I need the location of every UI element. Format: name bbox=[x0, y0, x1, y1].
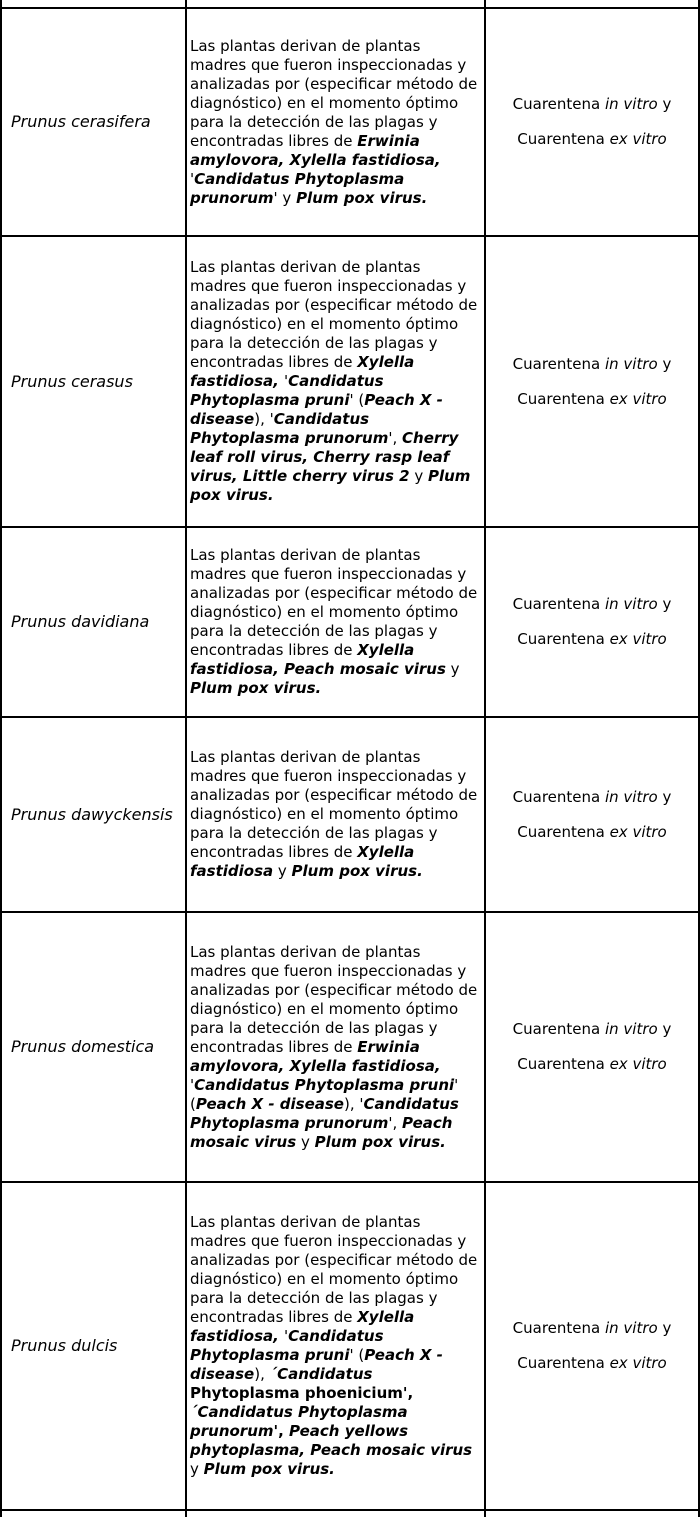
description-cell bbox=[187, 1511, 486, 1517]
text-segment: Candidatus Phytoplasma pruni bbox=[190, 372, 384, 409]
species-name: Prunus cerasifera bbox=[11, 112, 151, 131]
text-segment: y bbox=[409, 467, 428, 485]
quarantine-line-1 bbox=[513, 788, 672, 807]
quarantine-cell bbox=[486, 528, 698, 716]
text-segment: ex vitro bbox=[609, 130, 667, 148]
species-cell bbox=[2, 913, 187, 1181]
text-segment: y bbox=[445, 660, 460, 678]
species-name: Prunus cerasus bbox=[11, 371, 133, 391]
species-cell bbox=[2, 1511, 187, 1517]
text-segment: ' bbox=[284, 372, 289, 390]
text-segment: Cherry leaf roll virus, Cherry rasp leaf virus, Little cherry virus 2 bbox=[190, 429, 459, 485]
text-segment: Cuarentena bbox=[512, 1020, 605, 1038]
quarantine-cell bbox=[486, 1511, 698, 1517]
table-row bbox=[2, 1183, 698, 1511]
description-cell bbox=[187, 528, 486, 716]
text-segment: ex vitro bbox=[609, 630, 667, 648]
text-segment: Cuarentena bbox=[512, 1319, 605, 1337]
species-cell bbox=[2, 528, 187, 716]
text-segment: ), ' bbox=[343, 1094, 364, 1113]
text-segment: ex vitro bbox=[609, 389, 667, 408]
text-segment: Cuarentena bbox=[517, 1354, 610, 1372]
text-segment: ' bbox=[190, 1075, 195, 1094]
text-segment: ' y bbox=[273, 188, 297, 207]
text-segment: Las plantas derivan de plantas madres que fueron inspeccionadas y analizadas por (especificar método de diagnóstico) en el momento óptimo para la detección de las plagas y encontradas libres de bbox=[190, 748, 478, 861]
species-cell bbox=[2, 237, 187, 526]
description-text bbox=[190, 748, 478, 881]
text-segment: Candidatus Phytoplasma prunorum bbox=[190, 410, 389, 447]
text-segment: Peach mosaic virus bbox=[190, 1113, 453, 1151]
text-segment: in vitro bbox=[604, 787, 658, 806]
text-segment: Peach X - disease bbox=[190, 391, 443, 428]
text-segment: Cuarentena bbox=[512, 95, 605, 113]
text-segment: in vitro bbox=[604, 1319, 658, 1337]
quarantine-line-1 bbox=[513, 95, 672, 114]
text-segment: Xylella fastidiosa, bbox=[190, 353, 415, 390]
description-text bbox=[190, 943, 478, 1152]
quarantine-cell bbox=[486, 237, 698, 526]
description-cell bbox=[187, 0, 486, 9]
quarantine-line-2 bbox=[517, 1055, 666, 1074]
text-segment: Erwinia amylovora, Xylella fastidiosa, bbox=[190, 131, 441, 169]
species-cell bbox=[2, 1183, 187, 1509]
quarantine-cell bbox=[486, 913, 698, 1181]
text-segment: Las plantas derivan de plantas madres que fueron inspeccionadas y analizadas por (especificar método de diagnóstico) en el momento óptimo para la detección de las plagas y encontradas libres de bbox=[190, 1213, 478, 1326]
text-segment: Plum pox virus. bbox=[203, 1460, 335, 1478]
text-segment: ', bbox=[388, 429, 403, 447]
quarantine-cell bbox=[486, 9, 698, 235]
text-segment: ex vitro bbox=[609, 1354, 667, 1372]
text-segment: in vitro bbox=[604, 354, 658, 373]
text-segment: Las plantas derivan de plantas madres que fueron inspeccionadas y analizadas por (especificar método de diagnóstico) en el momento óptimo para la detección de las plagas y encontradas libres de bbox=[190, 942, 478, 1056]
quarantine-line-2 bbox=[517, 1354, 666, 1373]
text-segment: Peach X - disease bbox=[190, 1346, 443, 1383]
text-segment: ' ( bbox=[349, 391, 365, 409]
text-segment: ' bbox=[284, 1327, 289, 1345]
species-cell bbox=[2, 718, 187, 911]
text-segment: y bbox=[273, 862, 292, 880]
description-cell bbox=[187, 237, 486, 526]
description-cell bbox=[187, 913, 486, 1181]
text-segment: ' bbox=[190, 169, 195, 188]
quarantine-line-1 bbox=[513, 1319, 672, 1338]
text-segment: Candidatus Phytoplasma prunorum bbox=[190, 169, 405, 207]
quarantine-line-2 bbox=[517, 630, 666, 649]
quarantine-cell bbox=[486, 0, 698, 8]
text-segment: Plum pox virus. bbox=[291, 862, 423, 880]
table-row-partial-top bbox=[2, 0, 698, 9]
text-segment: Cuarentena bbox=[512, 787, 605, 806]
text-segment: y bbox=[657, 787, 672, 806]
text-segment: Candidatus Phytoplasma prunorum bbox=[190, 1094, 459, 1132]
table-row bbox=[2, 718, 698, 913]
description-text bbox=[190, 1213, 478, 1479]
quarantine-line-1 bbox=[513, 355, 672, 374]
text-segment: Phytoplasma phoenicium', bbox=[190, 1384, 414, 1402]
text-segment: in vitro bbox=[604, 595, 658, 613]
species-cell bbox=[2, 0, 187, 8]
text-segment: ´Candidatus Phytoplasma prunorum bbox=[190, 1403, 408, 1440]
text-segment: Las plantas derivan de plantas madres que fueron inspeccionadas y analizadas por (especificar método de diagnóstico) en el momento óptimo para la detección de las plagas y encontradas libres de bbox=[190, 546, 478, 659]
species-name: Prunus davidiana bbox=[11, 612, 150, 631]
text-segment: in vitro bbox=[604, 1020, 658, 1038]
text-segment: Cuarentena bbox=[517, 822, 610, 841]
text-segment: Candidatus Phytoplasma pruni bbox=[190, 1327, 384, 1364]
table-row bbox=[2, 9, 698, 237]
description-cell bbox=[187, 718, 486, 911]
text-segment: y bbox=[296, 1132, 315, 1151]
text-segment: y bbox=[657, 1319, 672, 1337]
quarantine-cell bbox=[486, 718, 698, 911]
text-segment: Plum pox virus. bbox=[190, 679, 322, 697]
text-segment: Candidatus Phytoplasma pruni bbox=[194, 1075, 455, 1094]
text-segment: Cuarentena bbox=[517, 630, 610, 648]
text-segment: Cuarentena bbox=[517, 389, 610, 408]
text-segment: ), bbox=[254, 1365, 270, 1383]
table-row bbox=[2, 237, 698, 528]
text-segment: ´Candidatus bbox=[269, 1365, 373, 1383]
text-segment: ' ( bbox=[190, 1075, 459, 1113]
description-text bbox=[190, 546, 478, 698]
text-segment: Xylella fastidiosa bbox=[190, 843, 415, 880]
species-name: Prunus dawyckensis bbox=[11, 804, 173, 824]
text-segment: ), ' bbox=[254, 410, 274, 428]
text-segment: Cuarentena bbox=[512, 354, 605, 373]
text-segment: Cuarentena bbox=[517, 130, 610, 148]
text-segment: y bbox=[657, 1020, 672, 1038]
description-text bbox=[190, 37, 478, 208]
table-row bbox=[2, 913, 698, 1183]
text-segment: y bbox=[657, 354, 672, 373]
text-segment: Plum pox virus. bbox=[314, 1132, 446, 1151]
table-row-partial-bottom bbox=[2, 1511, 698, 1517]
description-cell bbox=[187, 1183, 486, 1509]
text-segment: ex vitro bbox=[609, 1055, 667, 1073]
text-segment: Cuarentena bbox=[517, 1055, 610, 1073]
text-segment: ' ( bbox=[349, 1346, 365, 1364]
text-segment: y bbox=[657, 95, 672, 113]
quarantine-line-1 bbox=[513, 595, 672, 614]
text-segment: y bbox=[657, 595, 672, 613]
text-segment: y bbox=[190, 1460, 204, 1478]
text-segment: Xylella fastidiosa, Peach mosaic virus bbox=[190, 641, 446, 678]
table-row bbox=[2, 528, 698, 718]
text-segment: Plum pox virus. bbox=[296, 188, 428, 207]
quarantine-line-2 bbox=[517, 390, 666, 409]
description-cell bbox=[187, 9, 486, 235]
text-segment: Las plantas derivan de plantas madres que fueron inspeccionadas y analizadas por (especificar método de diagnóstico) en el momento óptimo para la detección de las plagas y encontradas libres de bbox=[190, 36, 478, 150]
text-segment: Xylella fastidiosa, bbox=[190, 1308, 415, 1345]
quarantine-line-2 bbox=[517, 823, 666, 842]
text-segment: Peach X - disease bbox=[195, 1094, 344, 1113]
text-segment: Plum pox virus. bbox=[190, 467, 471, 504]
text-segment: Erwinia amylovora, Xylella fastidiosa, bbox=[190, 1037, 441, 1075]
text-segment: in vitro bbox=[604, 95, 658, 113]
text-segment: Peach yellows phytoplasma, Peach mosaic virus bbox=[190, 1422, 473, 1459]
quarantine-line-2 bbox=[517, 130, 666, 149]
text-segment: Cuarentena bbox=[512, 595, 605, 613]
text-segment: ', bbox=[273, 1422, 290, 1440]
species-name: Prunus domestica bbox=[11, 1037, 155, 1056]
quarantine-cell bbox=[486, 1183, 698, 1509]
species-name: Prunus dulcis bbox=[11, 1336, 118, 1355]
text-segment: ex vitro bbox=[609, 822, 667, 841]
text-segment: Las plantas derivan de plantas madres que fueron inspeccionadas y analizadas por (especificar método de diagnóstico) en el momento óptimo para la detección de las plagas y encontradas libres de bbox=[190, 258, 478, 371]
quarantine-line-1 bbox=[513, 1020, 672, 1039]
species-cell bbox=[2, 9, 187, 235]
text-segment: ', bbox=[388, 1113, 403, 1132]
description-text bbox=[190, 258, 478, 505]
